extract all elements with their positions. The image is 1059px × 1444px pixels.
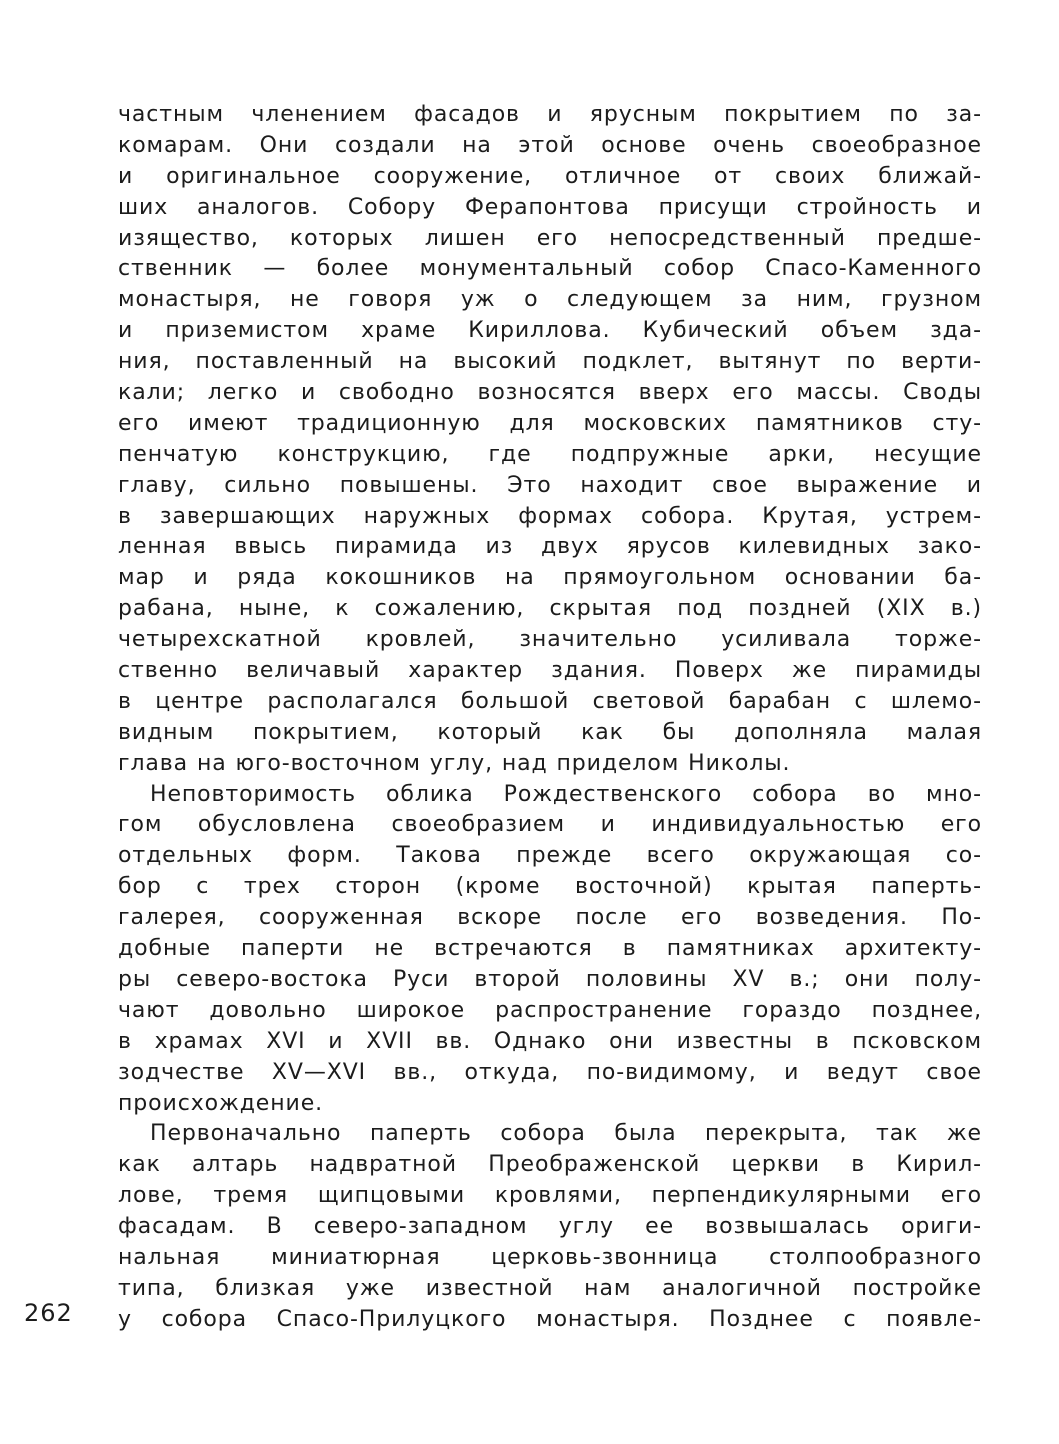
page-number: 262 xyxy=(24,1299,73,1327)
body-text xyxy=(118,100,982,1336)
text-line: ственник — более монументальный собор Спасо-Каменного xyxy=(118,256,982,282)
text-line: лове, тремя щипцовыми кровлями, перпендикулярными его xyxy=(118,1183,982,1209)
text-line: Неповторимость облика Рождественского собора во мно- xyxy=(150,781,982,807)
text-line: фасадам. В северо-западном углу ее возвышалась ориги- xyxy=(118,1214,982,1240)
text-line: ших аналогов. Собору Ферапонтова присущи стройность и xyxy=(118,194,982,220)
text-line: происхождение. xyxy=(118,1090,324,1116)
text-line: в завершающих наружных формах собора. Крутая, устрем- xyxy=(118,503,982,529)
text-line: зодчестве XV—XVI вв., откуда, по-видимому, и ведут свое xyxy=(118,1059,982,1085)
text-line: комарам. Они создали на этой основе очень своеобразное xyxy=(118,132,982,158)
text-line: главу, сильно повышены. Это находит свое выражение и xyxy=(118,472,982,498)
text-line: ленная ввысь пирамида из двух ярусов килевидных зако- xyxy=(118,534,982,560)
text-line: ры северо-востока Руси второй половины XV в.; они полу- xyxy=(118,966,982,992)
text-line: как алтарь надвратной Преображенской церкви в Кирил- xyxy=(118,1152,982,1178)
text-line: чают довольно широкое распространение гораздо позднее, xyxy=(118,997,982,1023)
text-line: Первоначально паперть собора была перекрыта, так же xyxy=(150,1121,982,1147)
text-line: глава на юго-восточном углу, над приделом Николы. xyxy=(118,750,791,776)
text-line: добные паперти не встречаются в памятниках архитекту- xyxy=(118,936,982,962)
text-line: ственно величавый характер здания. Поверх же пирамиды xyxy=(118,658,982,684)
text-line: типа, близкая уже известной нам аналогичной постройке xyxy=(118,1275,982,1301)
text-line: в центре располагался большой световой барабан с шлемо- xyxy=(118,688,982,714)
text-line: нальная миниатюрная церковь-звонница столпообразного xyxy=(118,1244,982,1270)
text-line: отдельных форм. Такова прежде всего окружающая со- xyxy=(118,843,982,869)
text-line: видным покрытием, который как бы дополняла малая xyxy=(118,719,982,745)
paragraph-3 xyxy=(118,1119,982,1335)
text-line: пенчатую конструкцию, где подпружные арки, несущие xyxy=(118,441,982,467)
text-line: частным членением фасадов и ярусным покрытием по за- xyxy=(118,102,982,127)
text-line: галерея, сооруженная вскоре после его возведения. По- xyxy=(118,905,982,931)
text-line: мар и ряда кокошников на прямоугольном основании ба- xyxy=(118,565,982,591)
text-line: кали; легко и свободно возносятся вверх его массы. Своды xyxy=(118,380,982,406)
text-line: четырехскатной кровлей, значительно усиливала торже- xyxy=(118,627,982,653)
text-line: у собора Спасо-Прилуцкого монастыря. Позднее с появле- xyxy=(118,1306,982,1332)
paragraph-1 xyxy=(118,100,982,780)
text-line: ния, поставленный на высокий подклет, вытянут по верти- xyxy=(118,349,982,375)
text-line: рабана, ныне, к сожалению, скрытая под поздней (XIX в.) xyxy=(118,596,982,622)
text-line: и приземистом храме Кириллова. Кубический объем зда- xyxy=(118,318,982,344)
text-line: бор с трех сторон (кроме восточной) крытая паперть- xyxy=(118,874,982,900)
text-line: гом обусловлена своеобразием и индивидуальностью его xyxy=(118,812,982,838)
text-line: и оригинальное сооружение, отличное от своих ближай- xyxy=(118,163,982,189)
text-line: монастыря, не говоря уж о следующем за ним, грузном xyxy=(118,287,982,313)
text-line: изящество, которых лишен его непосредственный предше- xyxy=(118,225,982,251)
text-line: в храмах XVI и XVII вв. Однако они известны в псковском xyxy=(118,1028,982,1054)
text-line: его имеют традиционную для московских памятников сту- xyxy=(118,410,982,436)
paragraph-2 xyxy=(118,780,982,1120)
